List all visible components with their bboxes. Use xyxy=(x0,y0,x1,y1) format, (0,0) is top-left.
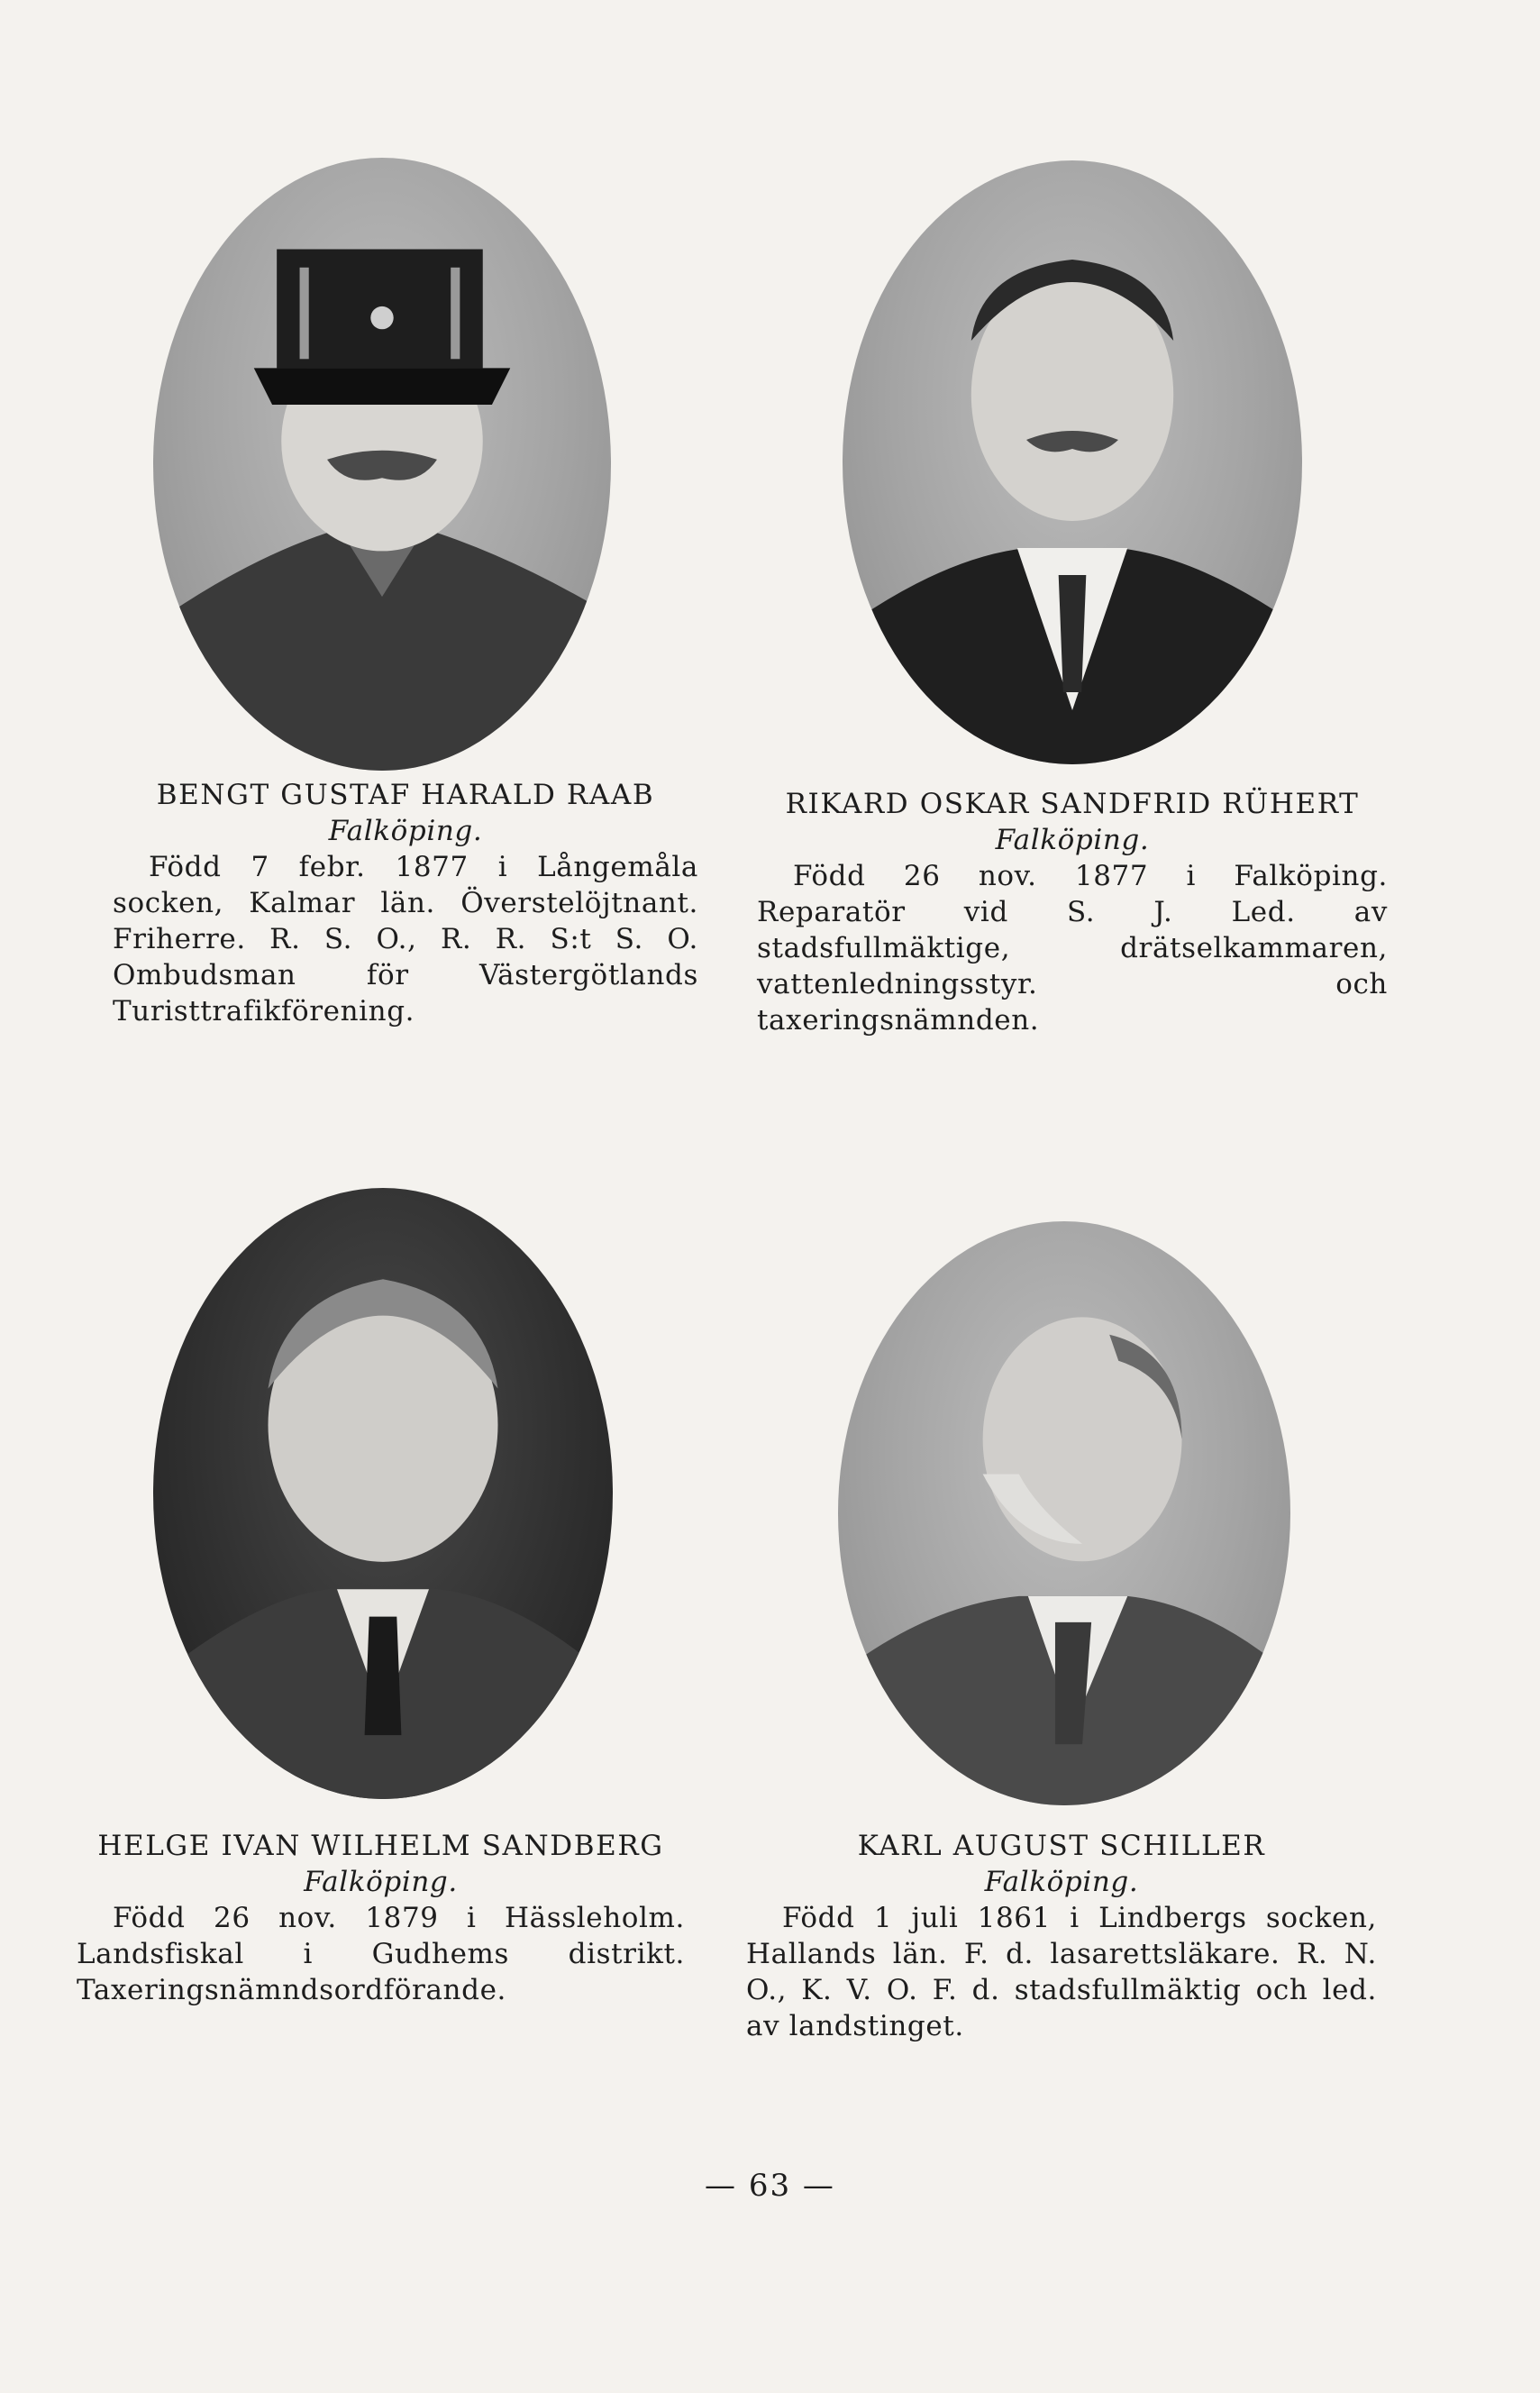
person-name: KARL AUGUST SCHILLER xyxy=(857,1830,1266,1862)
person-place: Falköping. xyxy=(995,824,1150,856)
person-name: HELGE IVAN WILHELM SANDBERG xyxy=(97,1830,664,1862)
person-bio: Född 26 nov. 1879 i Hässleholm. Landsfiskal i Gudhems distrikt. Taxeringsnämndsordförande. xyxy=(77,1902,685,2006)
page-number: — 63 — xyxy=(705,2168,835,2204)
caption-raab xyxy=(113,777,698,1029)
portrait-sandberg xyxy=(153,1188,613,1799)
person-name: RIKARD OSKAR SANDFRID RÜHERT xyxy=(785,788,1360,820)
caption-sandberg xyxy=(77,1828,685,2008)
caption-schiller xyxy=(746,1828,1377,2044)
portrait-schiller xyxy=(838,1221,1290,1805)
person-place: Falköping. xyxy=(304,1866,458,1898)
person-bio: Född 1 juli 1861 i Lindbergs socken, Hallands län. F. d. lasarettsläkare. R. N. O., K. V. O. F. d. stadsfullmäktig och led. av landstinget. xyxy=(746,1902,1377,2042)
person-place: Falköping. xyxy=(328,815,483,847)
person-bio: Född 26 nov. 1877 i Falköping. Reparatör vid S. J. Led. av stadsfullmäktige, drätselkammaren, vattenledningsstyr. och taxeringsnämnden. xyxy=(757,860,1388,1037)
person-bio: Född 7 febr. 1877 i Långemåla socken, Kalmar län. Överstelöjtnant. Friherre. R. S. O., R. R. S:t S. O. Ombudsman för Västergötlands Turisttrafikförening. xyxy=(113,851,698,1028)
person-name: BENGT GUSTAF HARALD RAAB xyxy=(156,779,655,811)
portrait-ruhert xyxy=(843,160,1302,764)
caption-ruhert xyxy=(757,786,1388,1038)
portrait-raab xyxy=(153,158,611,771)
person-place: Falköping. xyxy=(984,1866,1139,1898)
